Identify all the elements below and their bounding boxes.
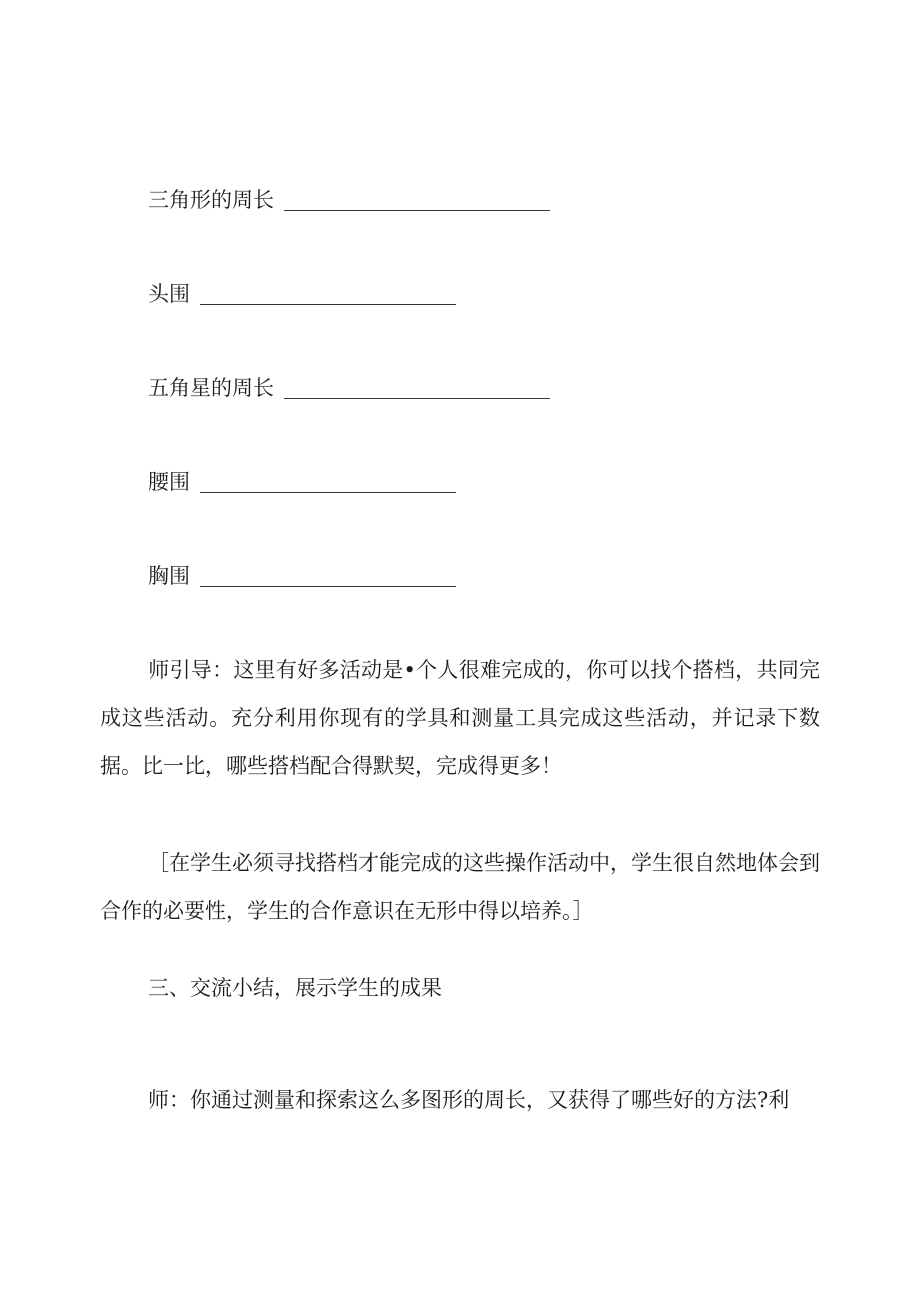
teacher-question-paragraph (100, 1076, 820, 1124)
answer-blank[interactable] (284, 210, 550, 211)
measurement-row-triangle-perimeter (148, 182, 550, 214)
design-note-paragraph (100, 839, 820, 935)
design-note-text: ［在学生必须寻找搭档才能完成的这些操作活动中，学生很自然地体会到合作的必要性，学生的合作意识在无形中得以培养。］ (100, 851, 820, 923)
section-heading: 三、交流小结，展示学生的成果 (148, 976, 442, 1000)
answer-blank[interactable] (200, 586, 456, 587)
answer-blank[interactable] (200, 304, 456, 305)
answer-blank[interactable] (200, 492, 456, 493)
measurement-label: 三角形的周长 (148, 188, 274, 212)
measurement-label: 五角星的周长 (148, 376, 274, 400)
teacher-guidance-text: 师引导：这里有好多活动是•个人很难完成的，你可以找个搭档，共同完成这些活动。充分利用你现有的学具和测量工具完成这些活动，并记录下数据。比一比，哪些搭档配合得默契，完成得更多！ (100, 658, 820, 778)
teacher-guidance-paragraph (100, 646, 820, 790)
measurement-row-head-circumference (148, 276, 456, 308)
measurement-row-waist (148, 464, 456, 496)
answer-blank[interactable] (284, 398, 550, 399)
teacher-question-text: 师：你通过测量和探索这么多图形的周长，又获得了哪些好的方法?利 (148, 1088, 790, 1112)
measurement-label: 腰围 (148, 470, 190, 494)
measurement-row-star-perimeter (148, 370, 550, 402)
measurement-label: 头围 (148, 282, 190, 306)
measurement-row-chest (148, 558, 456, 590)
measurement-label: 胸围 (148, 564, 190, 588)
